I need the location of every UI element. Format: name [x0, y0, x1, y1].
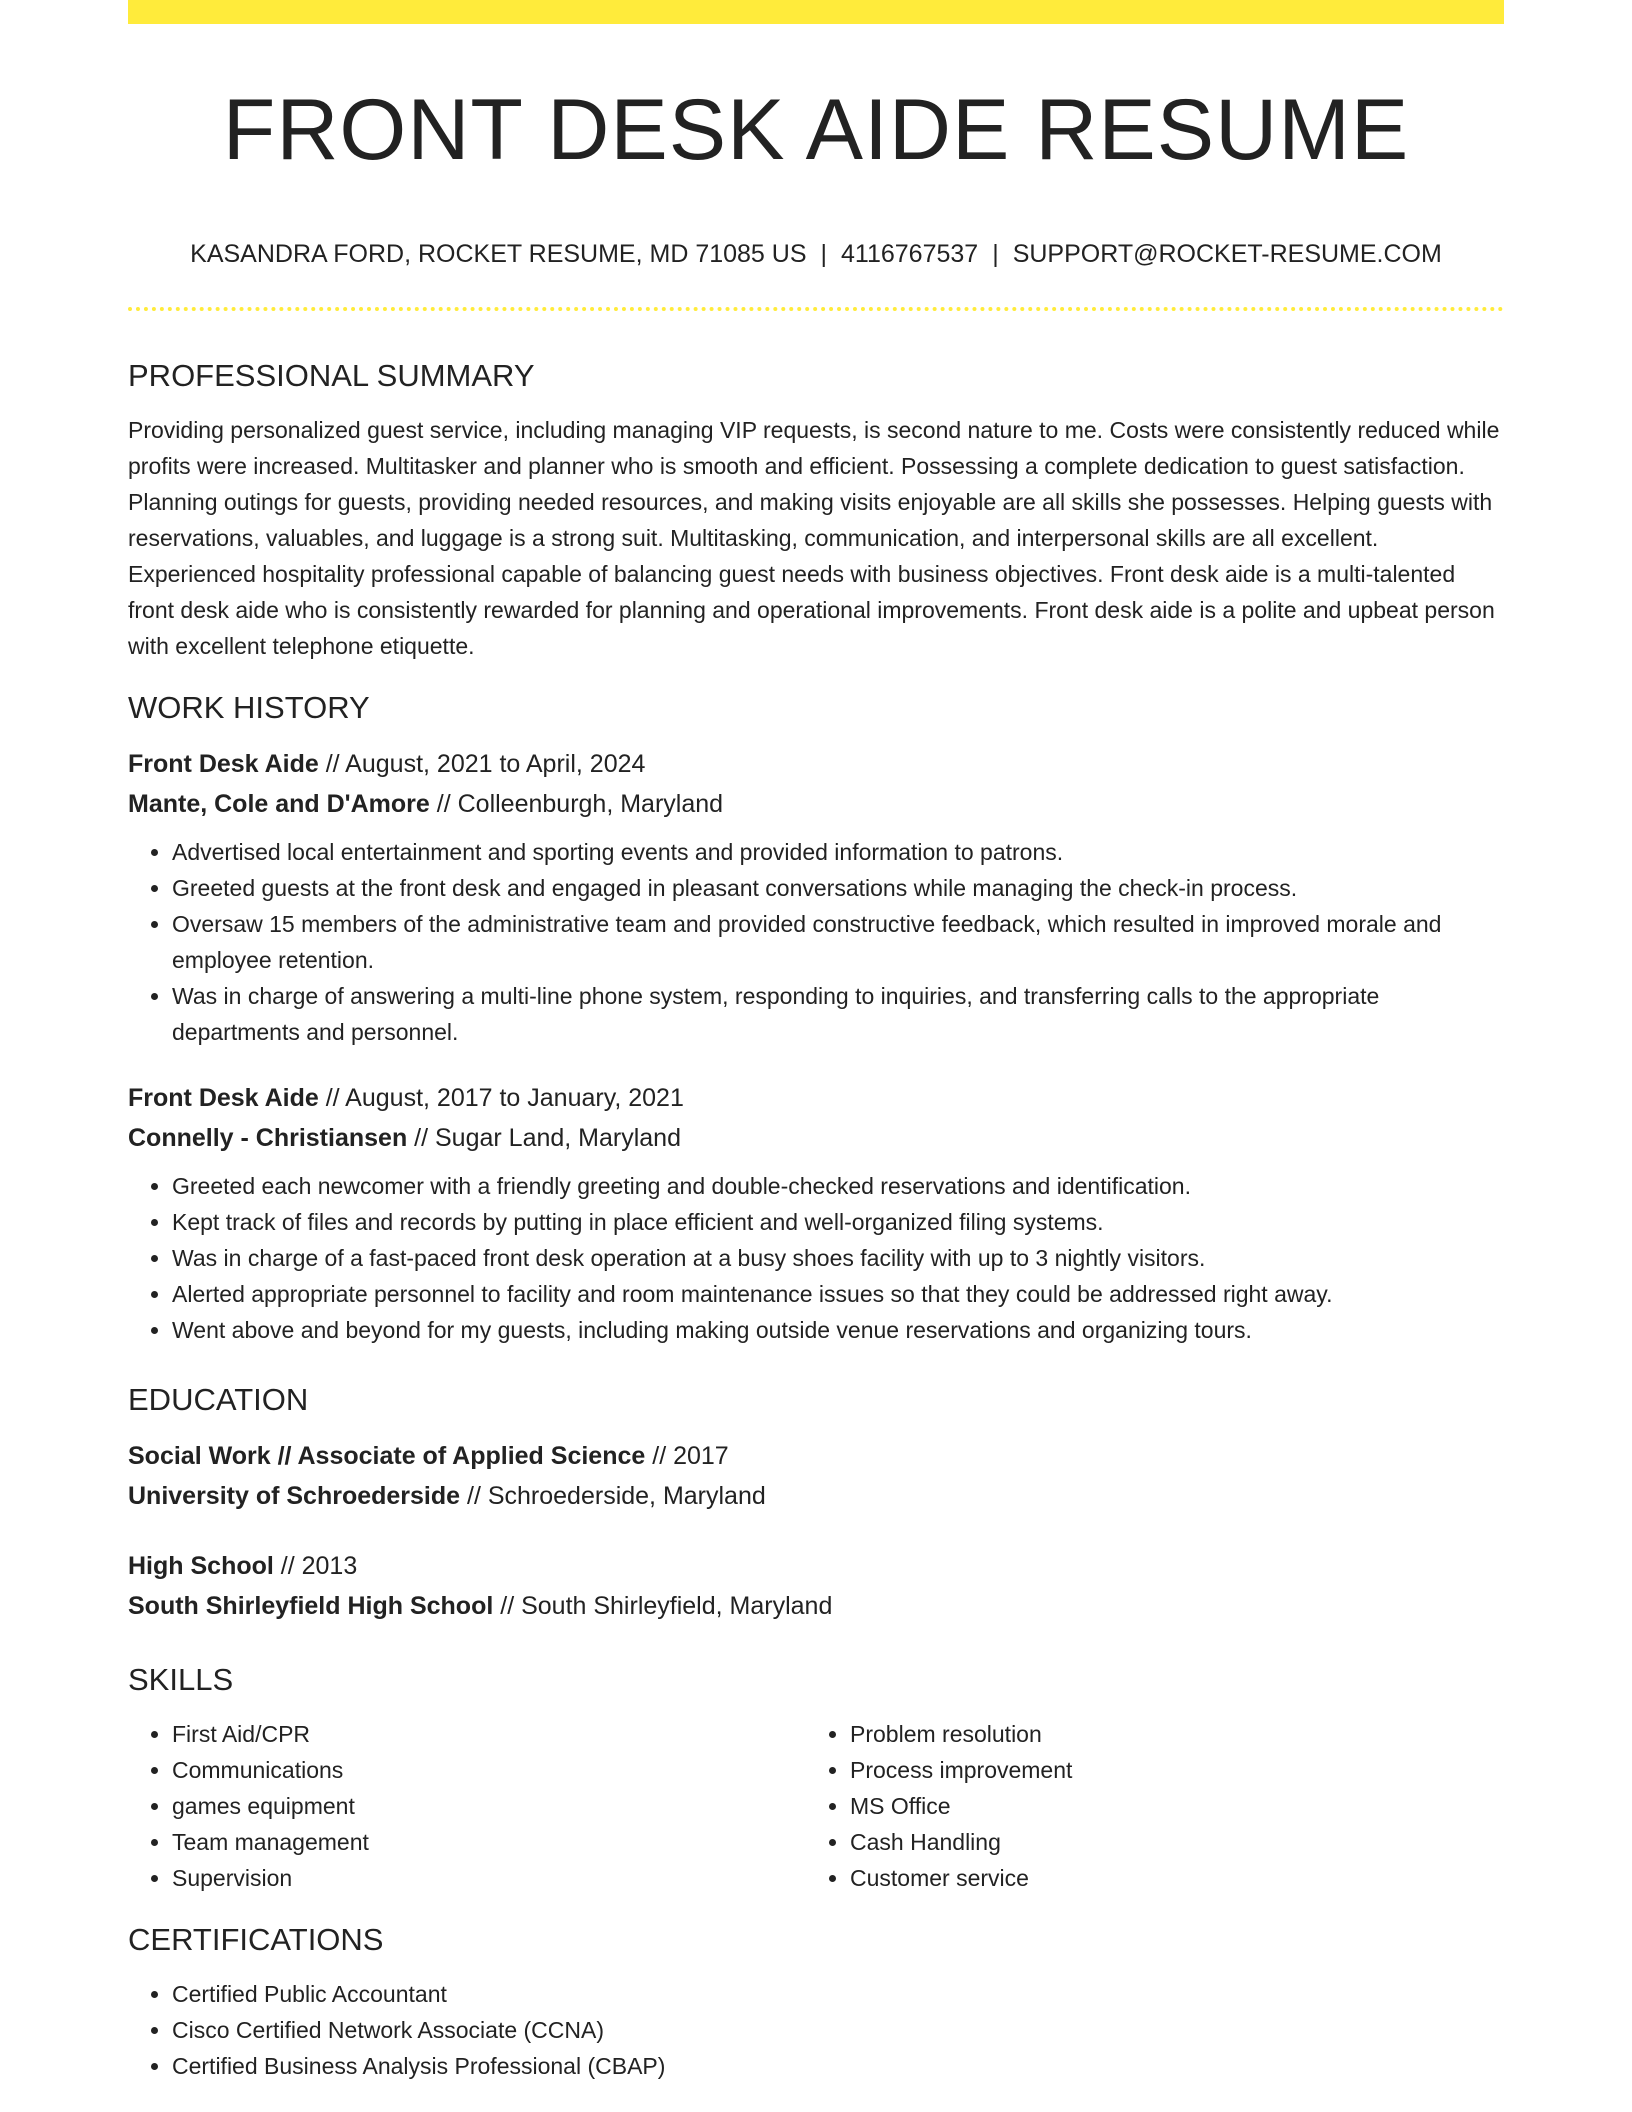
work-history-heading: WORK HISTORY: [128, 690, 370, 725]
job-entry: [128, 1078, 1504, 1348]
job-bullet: • Went above and beyond for my guests, including making outside venue reservations and organizing tours.: [172, 1312, 1504, 1348]
summary-text: Providing personalized guest service, including managing VIP requests, is second nature to me. Costs were consistently reduced while profits were increased. Multitasker and planner who is smooth and efficient. Possessing a complete dedication to guest satisfaction. Planning outings for guests, providing needed resources, and making visits enjoyable are all skills she possesses. Helping guests with reservations, valuables, and luggage is a strong suit. Multitasking, communication, and interpersonal skills are all excellent. Experienced hospitality professional capable of balancing guest needs with business objectives. Front desk aide is a multi-talented front desk aide who is consistently rewarded for planning and operational improvements. Front desk aide is a polite and upbeat person with excellent telephone etiquette.: [128, 417, 1500, 659]
skill-item: • Customer service: [850, 1860, 1484, 1896]
job-bullets: [128, 1168, 1504, 1348]
certifications-heading: CERTIFICATIONS: [128, 1922, 384, 1957]
education-location: // South Shirleyfield, Maryland: [493, 1592, 833, 1620]
job-dates: // August, 2017 to January, 2021: [318, 1084, 684, 1112]
contact-address: KASANDRA FORD, ROCKET RESUME, MD 71085 US: [190, 240, 807, 268]
education-year: // 2013: [273, 1552, 358, 1580]
education-degree: Social Work // Associate of Applied Science: [128, 1442, 646, 1470]
skill-item: • Process improvement: [850, 1752, 1484, 1788]
resume-title: FRONT DESK AIDE RESUME: [222, 82, 1410, 178]
skill-item: • games equipment: [172, 1788, 806, 1824]
skills-heading: SKILLS: [128, 1662, 234, 1697]
job-dates: // August, 2021 to April, 2024: [318, 750, 646, 778]
skill-item: • Problem resolution: [850, 1716, 1484, 1752]
job-title-line: [128, 744, 1504, 784]
education-section: [128, 1376, 1504, 1626]
education-degree: High School: [128, 1552, 274, 1580]
job-company: Connelly - Christiansen: [128, 1124, 408, 1152]
job-bullet: • Was in charge of a fast-paced front desk operation at a busy shoes facility with up to 3 nightly visitors.: [172, 1240, 1504, 1276]
job-bullet: • Kept track of files and records by putting in place efficient and well-organized filing systems.: [172, 1204, 1504, 1240]
education-school-line: [128, 1586, 1504, 1626]
top-accent-bar: [128, 0, 1504, 24]
job-title: Front Desk Aide: [128, 1084, 319, 1112]
skill-item: • Supervision: [172, 1860, 806, 1896]
skill-item: • Communications: [172, 1752, 806, 1788]
education-degree-line: [128, 1436, 1504, 1476]
header-divider: [128, 307, 1504, 311]
certification-item: • Cisco Certified Network Associate (CCNA): [172, 2012, 1504, 2048]
job-title: Front Desk Aide: [128, 750, 319, 778]
skills-section: [128, 1656, 1504, 1896]
certification-item: • Certified Public Accountant: [172, 1976, 1504, 2012]
job-bullet: • Was in charge of answering a multi-line phone system, responding to inquiries, and transferring calls to the appropriate departments and personnel.: [172, 978, 1504, 1050]
job-company: Mante, Cole and D'Amore: [128, 790, 430, 818]
education-school: University of Schroederside: [128, 1482, 461, 1510]
job-bullets: [128, 834, 1504, 1050]
skills-grid: [128, 1716, 1504, 1896]
certifications-section: [128, 1916, 1504, 2084]
job-bullet: • Oversaw 15 members of the administrative team and provided constructive feedback, which resulted in improved morale and employee retention.: [172, 906, 1504, 978]
resume-content: [128, 352, 1504, 2092]
certifications-list: [128, 1976, 1504, 2084]
education-entry: [128, 1546, 1504, 1626]
skills-list: [806, 1716, 1484, 1896]
work-history-section: [128, 684, 1504, 1348]
education-location: // Schroederside, Maryland: [460, 1482, 766, 1510]
skill-item: • First Aid/CPR: [172, 1716, 806, 1752]
job-bullet: • Greeted each newcomer with a friendly greeting and double-checked reservations and identification.: [172, 1168, 1504, 1204]
skill-item: • Cash Handling: [850, 1824, 1484, 1860]
skill-item: • Team management: [172, 1824, 806, 1860]
certification-item: • Certified Business Analysis Professional (CBAP): [172, 2048, 1504, 2084]
job-bullet: • Advertised local entertainment and sporting events and provided information to patrons.: [172, 834, 1504, 870]
job-bullet: • Alerted appropriate personnel to facility and room maintenance issues so that they could be addressed right away.: [172, 1276, 1504, 1312]
job-location: // Colleenburgh, Maryland: [429, 790, 724, 818]
education-school: South Shirleyfield High School: [128, 1592, 494, 1620]
contact-phone: 4116767537: [841, 240, 979, 268]
job-title-line: [128, 1078, 1504, 1118]
job-location: // Sugar Land, Maryland: [407, 1124, 681, 1152]
education-heading: EDUCATION: [128, 1382, 309, 1417]
job-company-line: [128, 1118, 1504, 1158]
contact-email: SUPPORT@ROCKET-RESUME.COM: [1012, 240, 1442, 268]
education-degree-line: [128, 1546, 1504, 1586]
job-company-line: [128, 784, 1504, 824]
skill-item: • MS Office: [850, 1788, 1484, 1824]
summary-heading: PROFESSIONAL SUMMARY: [128, 358, 535, 393]
education-year: // 2017: [645, 1442, 729, 1470]
skills-column-left: [128, 1716, 806, 1896]
skills-list: [128, 1716, 806, 1896]
summary-section: [128, 352, 1504, 664]
contact-separator: |: [992, 240, 999, 268]
contact-separator: |: [820, 240, 828, 268]
contact-line: [128, 236, 1504, 272]
skills-column-right: [806, 1716, 1484, 1896]
education-school-line: [128, 1476, 1504, 1516]
education-entry: [128, 1436, 1504, 1516]
job-bullet: • Greeted guests at the front desk and engaged in pleasant conversations while managing the check-in process.: [172, 870, 1504, 906]
job-entry: [128, 744, 1504, 1050]
